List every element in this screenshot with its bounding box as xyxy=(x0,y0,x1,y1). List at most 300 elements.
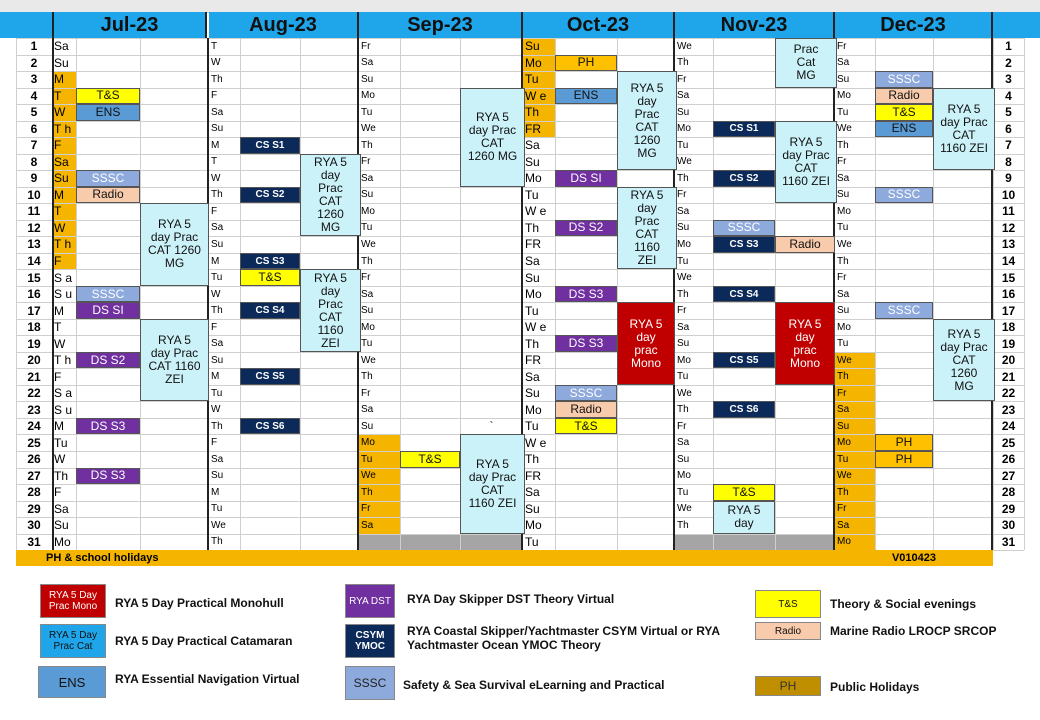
weekday-cell: Sa xyxy=(837,404,850,416)
event-sssc[interactable]: SSSC xyxy=(875,302,933,319)
day-number-right: 23 xyxy=(1001,402,1016,417)
day-number-right: 13 xyxy=(1001,237,1016,252)
event-ds[interactable]: DS SI xyxy=(76,302,140,319)
weekday-cell: M xyxy=(54,72,64,87)
day-number-left: 13 xyxy=(27,237,41,252)
legend-swatch-catleg: RYA 5 Day Prac Cat xyxy=(40,624,106,658)
weekday-cell: Th xyxy=(837,139,849,151)
weekday-cell: Tu xyxy=(211,503,223,515)
weekday-cell: Sa xyxy=(677,205,690,217)
weekday-cell: We xyxy=(677,272,692,284)
weekday-cell: T xyxy=(54,204,62,219)
weekday-cell: Mo xyxy=(525,55,542,70)
event-cs[interactable]: CS S4 xyxy=(240,302,300,319)
event-cat[interactable]: RYA 5 day Prac CAT 1160 ZEI xyxy=(933,88,995,171)
column-line xyxy=(400,38,401,550)
weekday-cell: Fr xyxy=(361,387,371,399)
event-cat[interactable]: RYA 5 day Prac CAT 1260 MG xyxy=(460,88,525,187)
event-sssc[interactable]: SSSC xyxy=(76,170,140,187)
weekday-cell: M xyxy=(211,371,220,383)
column-line xyxy=(140,38,141,550)
weekday-cell: We xyxy=(361,354,376,366)
weekday-cell: Su xyxy=(361,420,374,432)
weekday-cell: Sa xyxy=(677,90,690,102)
day-number-right: 20 xyxy=(1001,353,1016,368)
weekday-cell: Th xyxy=(677,404,689,416)
weekday-cell: W e xyxy=(525,435,547,450)
weekday-cell: Th xyxy=(677,519,689,531)
weekday-cell: Sa xyxy=(525,369,540,384)
weekday-cell: Th xyxy=(525,220,540,235)
weekday-cell: Th xyxy=(361,371,373,383)
event-radio[interactable]: Radio xyxy=(76,187,140,204)
weekday-cell: We xyxy=(677,156,692,168)
event-cs[interactable]: CS S1 xyxy=(240,137,300,154)
weekday-cell: W xyxy=(54,220,66,235)
event-cat[interactable]: RYA 5 day Prac CAT 1160 ZEI xyxy=(140,319,209,402)
legend-swatch-mono: RYA 5 Day Prac Mono xyxy=(40,584,106,618)
event-ds[interactable]: DS S3 xyxy=(555,335,617,352)
legend-label-radio: Marine Radio LROCP SRCOP xyxy=(830,624,997,638)
day-number-right: 17 xyxy=(1001,303,1016,318)
day-number-left: 29 xyxy=(27,501,41,516)
event-cs[interactable]: CS S4 xyxy=(713,286,775,303)
weekday-cell: T xyxy=(54,88,62,103)
weekday-cell: Su xyxy=(677,453,690,465)
day-number-left: 21 xyxy=(27,369,41,384)
weekday-cell: FR xyxy=(525,353,541,368)
event-ts[interactable]: T&S xyxy=(555,418,617,435)
weekday-cell: We xyxy=(361,238,376,250)
weekday-cell: W xyxy=(54,452,66,467)
weekday-cell: Mo xyxy=(837,90,851,102)
event-sssc[interactable]: SSSC xyxy=(555,385,617,402)
event-ds[interactable]: DS S2 xyxy=(555,220,617,237)
weekday-cell: W xyxy=(211,404,221,416)
weekday-cell: W e xyxy=(525,204,547,219)
day-number-right: 27 xyxy=(1001,468,1016,483)
weekday-cell: Tu xyxy=(677,371,689,383)
legend-label-mono: RYA 5 Day Practical Monohull xyxy=(115,596,284,610)
weekday-cell: Su xyxy=(677,338,690,350)
day-number-left: 17 xyxy=(27,303,41,318)
day-number-left: 2 xyxy=(30,55,38,70)
day-number-right: 7 xyxy=(1005,138,1012,153)
weekday-cell: We xyxy=(837,470,852,482)
day-number-right: 26 xyxy=(1001,452,1016,467)
event-ph[interactable]: PH xyxy=(875,451,933,468)
weekday-cell: Sa xyxy=(361,172,374,184)
event-cat[interactable]: RYA 5 day Prac CAT 1260 MG xyxy=(617,71,677,170)
event-cs[interactable]: CS S3 xyxy=(240,253,300,270)
day-number-left: 4 xyxy=(30,88,38,103)
weekday-cell: F xyxy=(211,90,218,102)
month-header: Jul-23 xyxy=(52,12,207,38)
corner-header xyxy=(993,12,1040,38)
weekday-cell: Fr xyxy=(837,156,847,168)
day-number-right: 29 xyxy=(1001,501,1016,516)
weekday-cell: Su xyxy=(54,518,69,533)
weekday-cell: We xyxy=(837,354,852,366)
weekday-cell: W xyxy=(54,105,66,120)
weekday-cell: Sa xyxy=(211,106,224,118)
weekday-cell: Mo xyxy=(677,238,691,250)
day-number-left: 27 xyxy=(27,468,41,483)
day-number-right: 31 xyxy=(1001,534,1016,549)
weekday-cell: S u xyxy=(54,287,73,302)
event-ens[interactable]: ENS xyxy=(875,121,933,138)
day-number-right: 9 xyxy=(1005,171,1012,186)
weekday-cell: We xyxy=(677,503,692,515)
event-radio[interactable]: Radio xyxy=(875,88,933,105)
event-ens[interactable]: ENS xyxy=(555,88,617,105)
day-number-right: 5 xyxy=(1005,105,1012,120)
event-radio[interactable]: Radio xyxy=(775,236,835,253)
event-ds[interactable]: DS S2 xyxy=(76,352,140,369)
event-cs[interactable]: CS S6 xyxy=(713,401,775,418)
day-number-right: 4 xyxy=(1005,88,1012,103)
day-number-right: 11 xyxy=(1002,204,1015,219)
legend-swatch-ens: ENS xyxy=(38,666,106,698)
event-cs[interactable]: CS S5 xyxy=(713,352,775,369)
column-line xyxy=(775,38,776,550)
weekday-cell xyxy=(359,534,400,551)
weekday-cell: T h xyxy=(54,237,72,252)
event-ens[interactable]: ENS xyxy=(76,104,140,121)
weekday-cell: Sa xyxy=(837,57,850,69)
weekday-cell: Tu xyxy=(525,419,539,434)
weekday-cell: Su xyxy=(361,189,374,201)
event-tick[interactable]: ` xyxy=(489,418,494,433)
weekday-cell: Th xyxy=(54,468,69,483)
weekday-cell: We xyxy=(211,519,226,531)
event-sssc[interactable]: SSSC xyxy=(76,286,140,303)
month-header: Nov-23 xyxy=(675,12,835,38)
day-number-right: 25 xyxy=(1001,435,1016,450)
weekday-cell: Su xyxy=(361,73,374,85)
weekday-cell: Su xyxy=(837,420,850,432)
event-ph[interactable]: PH xyxy=(875,434,933,451)
event-ts[interactable]: T&S xyxy=(76,88,140,105)
weekday-cell: W e xyxy=(525,320,547,335)
weekday-cell: Mo xyxy=(677,123,691,135)
weekday-cell: M xyxy=(54,303,64,318)
weekday-cell: Fr xyxy=(837,387,847,399)
right-edge xyxy=(1025,38,1040,566)
day-number-left: 10 xyxy=(27,187,41,202)
event-mono[interactable]: RYA 5 day prac Mono xyxy=(617,302,675,385)
weekday-cell: Tu xyxy=(837,222,849,234)
weekday-cell: Su xyxy=(837,73,850,85)
weekday-cell: Tu xyxy=(54,435,68,450)
weekday-cell: Sa xyxy=(677,437,690,449)
day-number-left: 11 xyxy=(27,204,41,219)
weekday-cell: Tu xyxy=(361,338,373,350)
event-cat[interactable]: RYA 5 day Prac CAT 1260 MG xyxy=(933,319,995,402)
day-number-left: 31 xyxy=(27,534,41,549)
weekday-cell: Fr xyxy=(837,40,847,52)
weekday-cell: Th xyxy=(361,255,373,267)
legend-label-ts: Theory & Social evenings xyxy=(830,597,977,611)
weekday-cell: Th xyxy=(677,172,689,184)
weekday-cell: Th xyxy=(837,255,849,267)
weekday-cell: Th xyxy=(211,73,223,85)
weekday-cell: Tu xyxy=(525,187,539,202)
day-number-left: 18 xyxy=(27,320,41,335)
event-cs[interactable]: CS S5 xyxy=(240,368,300,385)
weekday-cell: F xyxy=(211,205,218,217)
weekday-cell: Tu xyxy=(525,303,539,318)
day-number-right: 2 xyxy=(1005,55,1012,70)
weekday-cell: Sa xyxy=(211,222,224,234)
weekday-cell: Fr xyxy=(677,73,687,85)
weekday-cell: Mo xyxy=(361,205,375,217)
weekday-cell: F xyxy=(54,138,62,153)
legend-swatch-ts: T&S xyxy=(755,590,821,618)
weekday-cell: Tu xyxy=(211,272,223,284)
weekday-cell: Tu xyxy=(525,534,539,549)
weekday-cell: Mo xyxy=(525,287,542,302)
weekday-cell: Tu xyxy=(677,255,689,267)
event-cat[interactable]: RYA 5 day Prac CAT 1160 ZEI xyxy=(460,434,525,533)
weekday-cell: Tu xyxy=(837,453,849,465)
weekday-cell: Su xyxy=(54,55,69,70)
weekday-cell: S a xyxy=(54,386,73,401)
weekday-cell: Th xyxy=(211,420,223,432)
event-cs[interactable]: CS S6 xyxy=(240,418,300,435)
weekday-cell: Fr xyxy=(837,272,847,284)
weekday-cell: Mo xyxy=(677,470,691,482)
month-header: Sep-23 xyxy=(359,12,523,38)
weekday-cell: S a xyxy=(54,270,73,285)
day-number-right: 28 xyxy=(1001,485,1016,500)
weekday-cell: Su xyxy=(211,354,224,366)
day-number-left: 30 xyxy=(27,518,41,533)
legend-swatch-sssc: SSSC xyxy=(345,666,395,700)
weekday-cell: FR xyxy=(525,468,541,483)
weekday-cell: Sa xyxy=(361,519,374,531)
weekday-cell: Th xyxy=(525,105,540,120)
event-cat[interactable]: RYA 5 day Prac CAT 1160 ZEI xyxy=(300,269,361,352)
event-cat[interactable]: RYA 5 day xyxy=(713,501,775,534)
weekday-cell: Tu xyxy=(211,387,223,399)
event-ts[interactable]: T&S xyxy=(240,269,300,286)
event-radio[interactable]: Radio xyxy=(555,401,617,418)
weekday-cell: FR xyxy=(525,237,541,252)
event-ts[interactable]: T&S xyxy=(875,104,933,121)
weekday-cell: Mo xyxy=(525,171,542,186)
weekday-cell: Fr xyxy=(361,503,371,515)
weekday-cell: We xyxy=(837,123,852,135)
weekday-cell: Mo xyxy=(361,321,375,333)
weekday-cell: M xyxy=(211,255,220,267)
weekday-cell: Fr xyxy=(361,272,371,284)
footer-left: PH & school holidays xyxy=(16,550,993,566)
weekday-cell: Mo xyxy=(525,518,542,533)
weekday-cell: Mo xyxy=(361,90,375,102)
weekday-cell: W xyxy=(211,288,221,300)
event-cat[interactable]: RYA 5 day Prac CAT 1160 ZEI xyxy=(617,187,677,270)
legend-label-catleg: RYA 5 Day Practical Catamaran xyxy=(115,634,293,648)
event-cat[interactable]: RYA 5 day Prac CAT 1260 MG xyxy=(300,154,361,237)
event-cat[interactable]: RYA 5 day Prac CAT 1160 ZEI xyxy=(775,121,837,204)
weekday-cell: Sa xyxy=(54,501,69,516)
weekday-cell: T xyxy=(54,320,62,335)
weekday-cell: Th xyxy=(525,452,540,467)
weekday-cell: Tu xyxy=(677,486,689,498)
weekday-cell: Sa xyxy=(361,404,374,416)
weekday-cell: F xyxy=(54,254,62,268)
weekday-cell: Tu xyxy=(677,139,689,151)
weekday-cell: T xyxy=(211,156,218,168)
weekday-cell: Fr xyxy=(677,305,687,317)
weekday-cell: We xyxy=(677,40,692,52)
event-ds[interactable]: DS S3 xyxy=(555,286,617,303)
month-header: Aug-23 xyxy=(209,12,359,38)
weekday-cell: Th xyxy=(837,371,849,383)
event-cs[interactable]: CS S3 xyxy=(713,236,775,253)
weekday-cell: Su xyxy=(525,270,540,285)
weekday-cell: Mo xyxy=(837,536,851,548)
weekday-cell: Fr xyxy=(677,420,687,432)
legend-swatch-ds: RYA DST xyxy=(345,584,395,618)
weekday-cell: Sa xyxy=(54,154,69,169)
legend-label-cs: RYA Coastal Skipper/Yachtmaster CSYM Virtual or RYA Yachtmaster Ocean YMOC Theory xyxy=(407,624,720,652)
weekday-cell: Su xyxy=(525,39,540,54)
weekday-cell: M xyxy=(54,187,64,202)
weekday-cell: W e xyxy=(525,88,547,103)
weekday-cell: Fr xyxy=(361,156,371,168)
weekday-cell: Sa xyxy=(837,172,850,184)
event-sssc[interactable]: SSSC xyxy=(713,220,775,237)
weekday-cell: Th xyxy=(361,139,373,151)
footer-version: V010423 xyxy=(835,550,993,566)
weekday-cell: Fr xyxy=(837,503,847,515)
event-ph[interactable]: PH xyxy=(555,55,617,72)
weekday-cell: Su xyxy=(525,386,540,401)
day-number-right: 30 xyxy=(1001,518,1016,533)
weekday-cell: M xyxy=(211,486,220,498)
event-ds[interactable]: DS SI xyxy=(555,170,617,187)
column-line xyxy=(240,38,241,550)
weekday-cell: Sa xyxy=(525,138,540,153)
day-number-left: 26 xyxy=(27,452,41,467)
event-ts[interactable]: T&S xyxy=(400,451,460,468)
weekday-cell: Su xyxy=(677,222,690,234)
event-mono[interactable]: RYA 5 day prac Mono xyxy=(775,302,835,385)
weekday-cell: Sa xyxy=(361,288,374,300)
day-number-right: 3 xyxy=(1005,72,1012,87)
event-sssc[interactable]: SSSC xyxy=(875,187,933,204)
weekday-cell: Sa xyxy=(525,485,540,500)
event-cs[interactable]: CS S2 xyxy=(240,187,300,204)
weekday-cell: Sa xyxy=(525,254,540,268)
day-number-left: 3 xyxy=(30,72,38,87)
day-number-left: 20 xyxy=(27,353,41,368)
day-number-right: 10 xyxy=(1001,187,1016,202)
weekday-cell: Mo xyxy=(837,437,851,449)
event-ds[interactable]: DS S3 xyxy=(76,418,140,435)
legend-swatch-cs: CSYM YMOC xyxy=(345,624,395,658)
day-number-left: 24 xyxy=(27,419,41,434)
day-number-left: 8 xyxy=(30,154,38,169)
day-number-left: 14 xyxy=(27,254,41,268)
weekday-cell: Sa xyxy=(837,288,850,300)
weekday-cell: T xyxy=(211,40,218,52)
weekday-cell: Su xyxy=(837,189,850,201)
weekday-cell: Sa xyxy=(837,519,850,531)
weekday-cell: M xyxy=(211,139,220,151)
event-cs[interactable]: CS S2 xyxy=(713,170,775,187)
weekday-cell: Th xyxy=(525,336,540,351)
day-number-left: 6 xyxy=(30,121,38,136)
event-cat[interactable]: RYA 5 day Prac CAT 1260 MG xyxy=(140,203,209,286)
day-number-left: 16 xyxy=(27,287,41,302)
weekday-cell: Th xyxy=(211,536,223,548)
weekday-cell: Tu xyxy=(361,453,373,465)
weekday-cell: Th xyxy=(677,288,689,300)
weekday-cell: Th xyxy=(677,57,689,69)
day-number-left: 7 xyxy=(30,138,38,153)
legend-label-ens: RYA Essential Navigation Virtual xyxy=(115,672,300,686)
weekday-cell: Sa xyxy=(211,338,224,350)
legend-label-phleg: Public Holidays xyxy=(830,680,920,694)
day-number-left: 23 xyxy=(27,402,41,417)
weekday-cell: We xyxy=(837,238,852,250)
day-number-left: 22 xyxy=(27,386,41,401)
day-number-right: 15 xyxy=(1001,270,1016,285)
event-sssc[interactable]: SSSC xyxy=(875,71,933,88)
weekday-cell: Tu xyxy=(361,106,373,118)
weekday-cell: Sa xyxy=(54,39,69,54)
weekday-cell: Sa xyxy=(677,321,690,333)
weekday-cell: Su xyxy=(211,470,224,482)
weekday-cell: Mo xyxy=(677,354,691,366)
day-number-left: 19 xyxy=(27,336,41,351)
event-cat[interactable]: Prac Cat MG xyxy=(775,38,837,88)
weekday-cell: F xyxy=(54,369,62,384)
weekday-cell: Tu xyxy=(837,106,849,118)
weekday-cell: S u xyxy=(54,402,73,417)
day-number-left: 1 xyxy=(30,39,38,54)
day-number-right: 8 xyxy=(1005,154,1012,169)
weekday-cell: T h xyxy=(54,353,72,368)
weekday-cell: Th xyxy=(837,486,849,498)
weekday-cell: Mo xyxy=(837,321,851,333)
event-ts[interactable]: T&S xyxy=(713,484,775,501)
legend xyxy=(0,566,1040,720)
weekday-cell: Tu xyxy=(361,222,373,234)
weekday-cell: W xyxy=(211,57,221,69)
day-number-right: 16 xyxy=(1001,287,1016,302)
weekday-cell: Su xyxy=(837,305,850,317)
day-number-right: 1 xyxy=(1005,39,1012,54)
weekday-cell: Th xyxy=(211,189,223,201)
weekday-cell: Th xyxy=(361,486,373,498)
weekday-cell: Mo xyxy=(54,534,71,549)
event-cs[interactable]: CS S1 xyxy=(713,121,775,138)
legend-swatch-phleg: PH xyxy=(755,676,821,696)
day-number-left: 12 xyxy=(27,220,41,235)
weekday-cell: Su xyxy=(525,154,540,169)
weekday-cell: Su xyxy=(211,123,224,135)
event-ds[interactable]: DS S3 xyxy=(76,468,140,485)
weekday-cell xyxy=(675,534,713,551)
weekday-cell: Mo xyxy=(525,402,542,417)
legend-swatch-radio: Radio xyxy=(755,622,821,640)
weekday-cell: We xyxy=(677,387,692,399)
legend-label-sssc: Safety & Sea Survival eLearning and Practical xyxy=(403,678,665,692)
